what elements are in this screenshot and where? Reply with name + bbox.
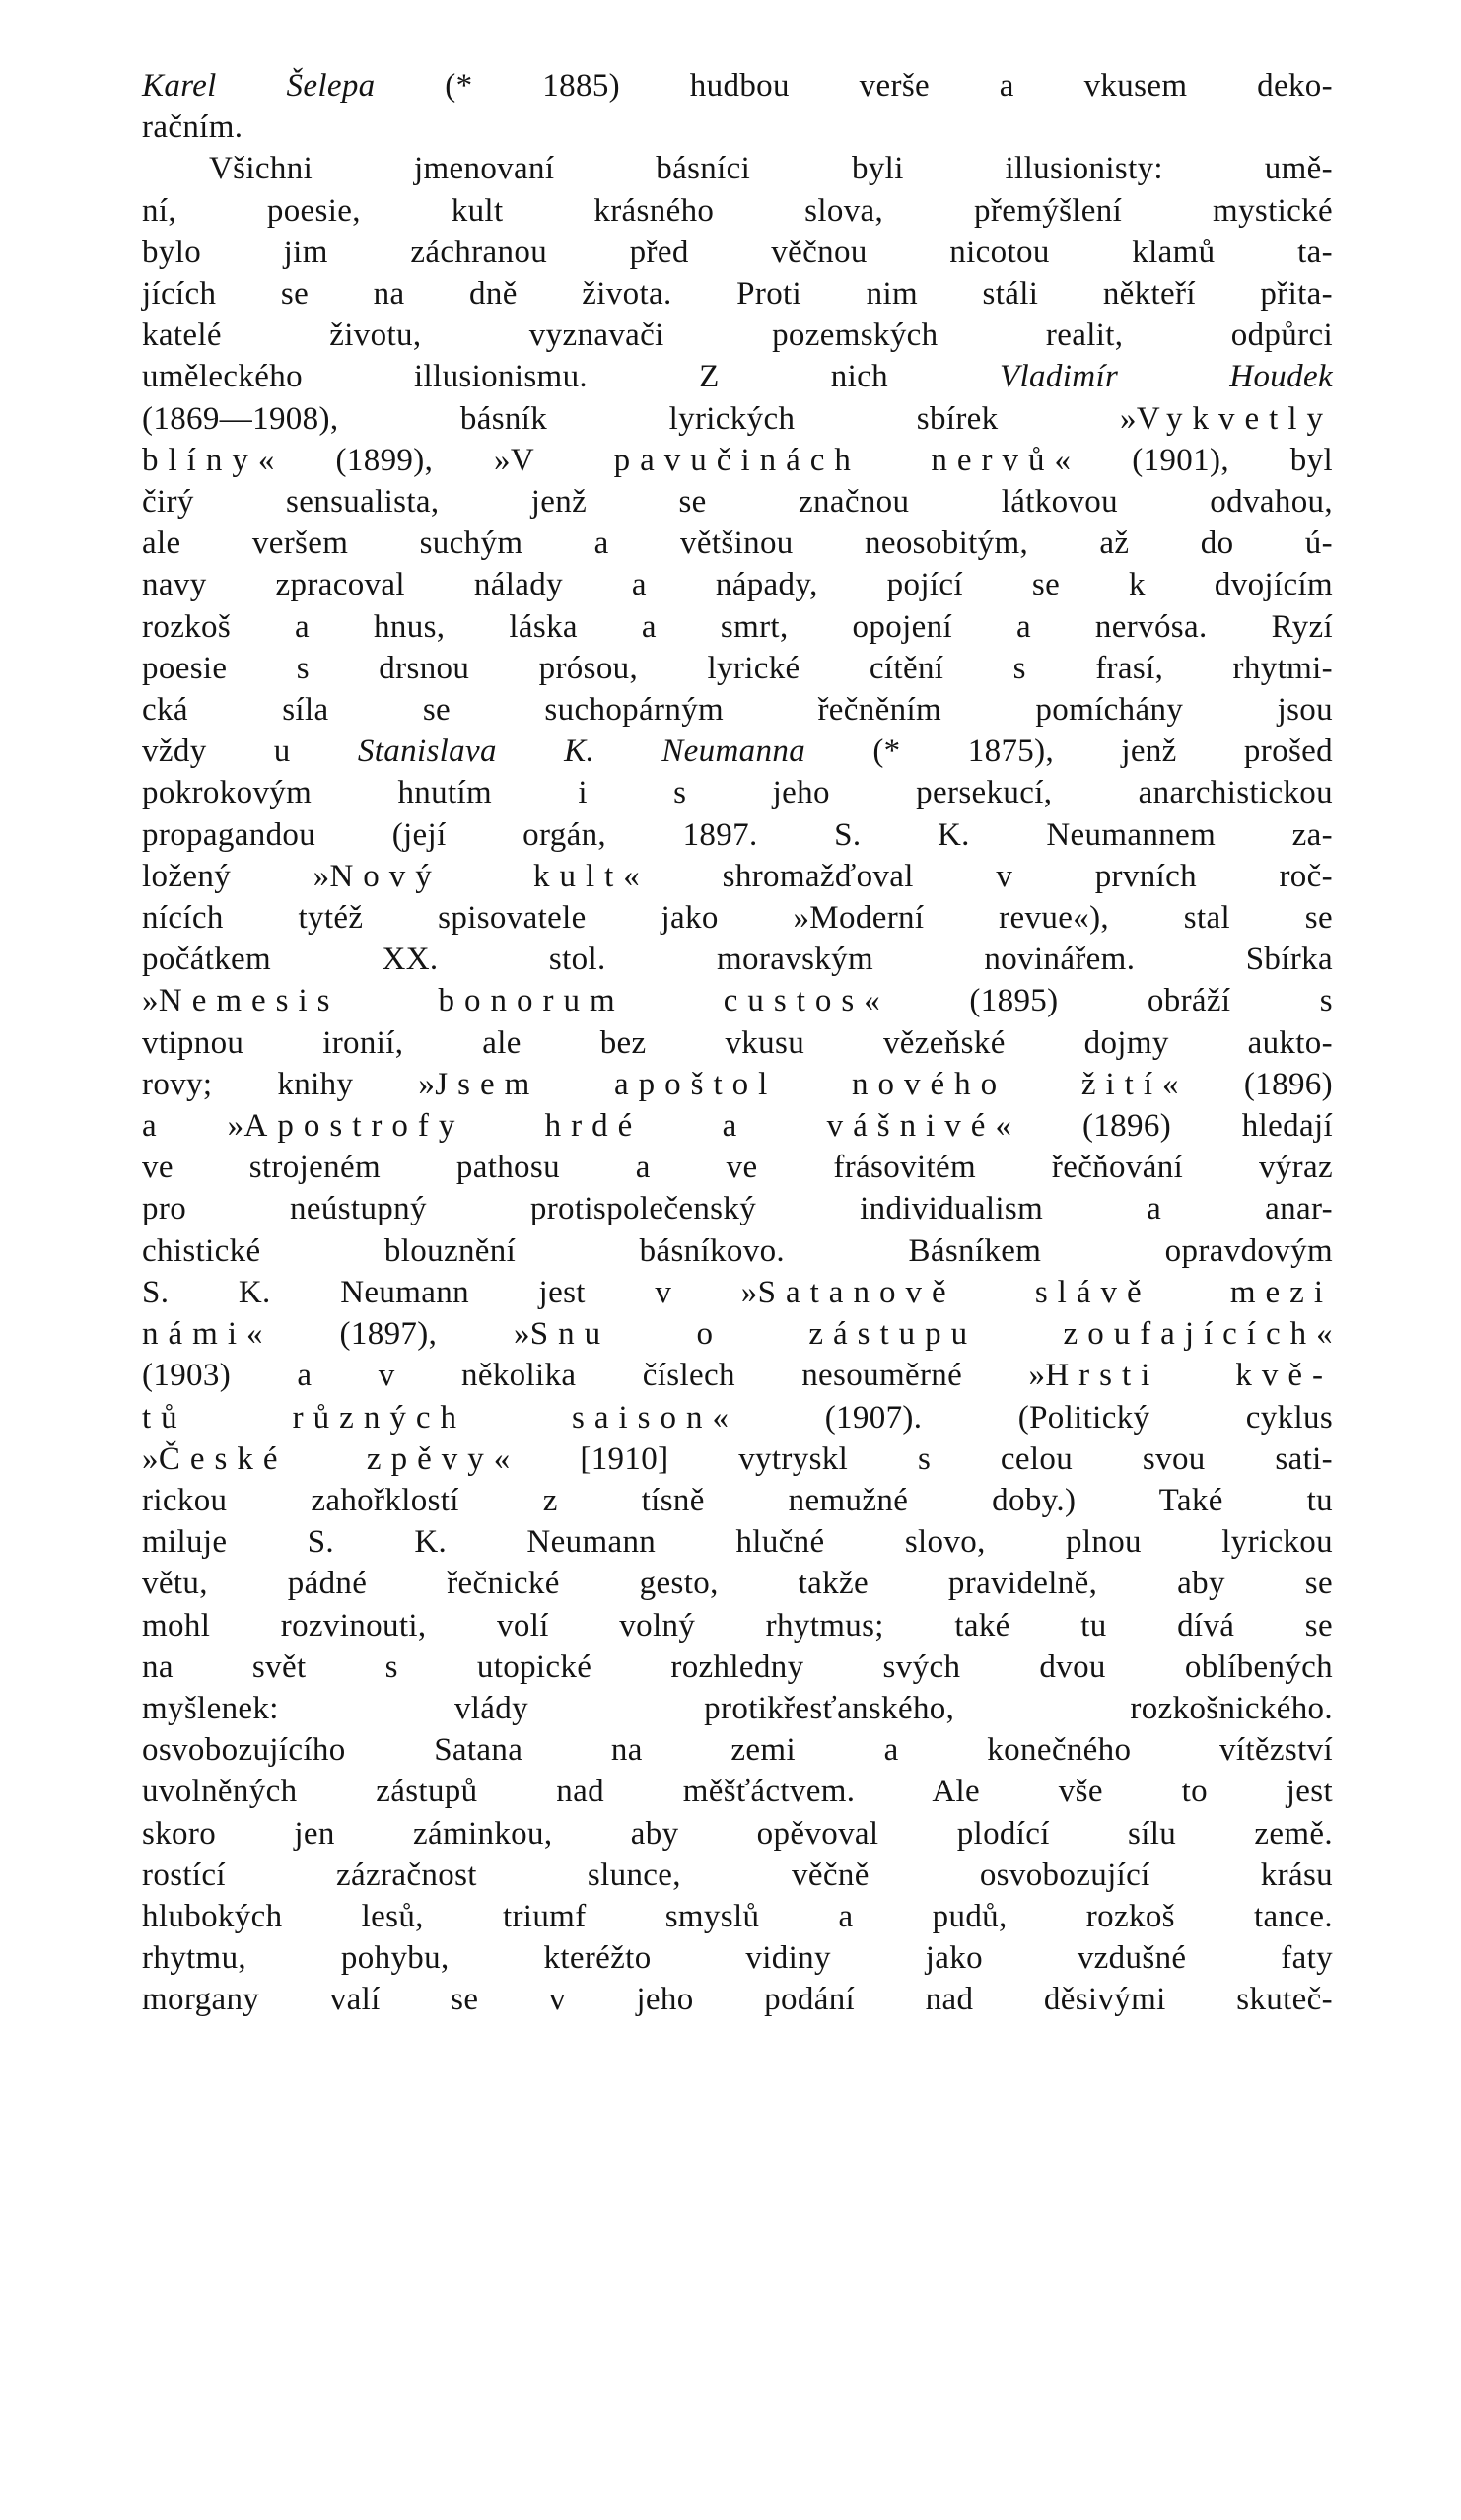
text-run: « (1895) obráží s [864,983,1333,1019]
text-line [142,1896,1333,1937]
text-line [142,440,1333,481]
text-run: na svět s utopické rozhledny svých dvou oblíbených [142,1648,1333,1685]
text-line [142,1771,1333,1812]
spaced-title: Satanově slávě mezi [757,1274,1333,1310]
spaced-title: tů různých saison [142,1399,713,1435]
spaced-title: námi [142,1316,246,1353]
spaced-title: Jsem apoštol nového žití [435,1066,1163,1102]
text-run: (* 1885) hudbou verše a vkusem deko- [375,68,1333,104]
text-line [142,481,1333,523]
text-line [142,731,1333,772]
text-line [142,648,1333,689]
text-line [142,1480,1333,1521]
text-run: poesie s drsnou prósou, lyrické cítění s frasí, rhytmi- [142,650,1333,686]
text-run: čirý sensualista, jenž se značnou látkovou odvahou, [142,484,1333,521]
spaced-title: V pavučinách nervů [510,442,1055,478]
text-line [142,1355,1333,1396]
text-run: (* 1875), jenž prošed [805,734,1333,770]
text-line [142,398,1333,440]
text-line [142,772,1333,813]
text-run: nících tytéž spisovatele jako »Moderní revue«), stal se [142,900,1333,937]
text-run: chistické blouznění básníkovo. Básníkem opravdovým [142,1232,1333,1269]
text-run: » [142,983,159,1019]
text-run: hlubokých lesů, triumf smyslů a pudů, rozkoš tance. [142,1898,1333,1934]
text-run: ložený » [142,858,330,894]
text-run: skoro jen záminkou, aby opěvoval plodící sílu země. [142,1815,1333,1852]
spaced-title: Hrsti kvě- [1045,1358,1333,1394]
text-run: « (1907). (Politický cyklus [712,1399,1334,1435]
text-line [142,980,1333,1021]
text-line [142,814,1333,856]
text-run: S. K. Neumann jest v » [142,1274,758,1310]
text-line [142,1272,1333,1313]
text-run: « (1901), byl [1054,442,1333,478]
text-line [142,190,1333,232]
text-line [142,564,1333,605]
text-run: mohl rozvinouti, volí volný rhytmus; také tu dívá se [142,1607,1333,1644]
spaced-title: blíny [142,442,258,478]
text-line [142,1646,1333,1688]
text-line [142,1605,1333,1646]
text-run: pro neústupný protispolečenský individualism a anar- [142,1191,1333,1227]
text-run: « (1896) hledají [995,1108,1333,1145]
text-run: vždy u [142,734,358,770]
text-run: račním. [142,109,244,146]
text-line [142,1855,1333,1896]
text-run: » [142,1440,159,1477]
text-run: osvobozujícího Satana na zemi a konečného vítězství [142,1732,1333,1769]
text-run: rovy; knihy » [142,1066,436,1102]
text-run: cká síla se suchopárným řečněním pomíchány jsou [142,692,1333,729]
text-line [142,1147,1333,1188]
text-run: ale veršem suchým a většinou neosobitým, až do ú- [142,525,1333,562]
text-run: počátkem XX. stol. moravským novinářem. Sbírka [142,942,1333,978]
body-text [142,65,1333,2021]
text-run: a » [142,1108,244,1145]
text-run: « (1897), » [245,1316,530,1353]
text-run: « shromažďoval v prvních roč- [623,858,1333,894]
text-line [142,232,1333,273]
spaced-title: Apostrofy hrdé a vášnivé [244,1108,996,1145]
text-run: uvolněných zástupů nad měšťáctvem. Ale vše to jest [142,1774,1333,1810]
text-line [142,1438,1333,1480]
text-run: katelé životu, vyznavači pozemských realit, odpůrci [142,317,1333,354]
text-line [142,689,1333,731]
text-line [142,1813,1333,1855]
text-line [142,523,1333,564]
text-line [142,1064,1333,1105]
text-run: ve strojeném pathosu a ve frásovitém řečňování výraz [142,1150,1333,1186]
text-run: miluje S. K. Neumann hlučné slovo, plnou lyrickou [142,1524,1333,1561]
text-line [142,1188,1333,1229]
text-run: rickou zahořklostí z tísně nemužné doby.) Také tu [142,1482,1333,1518]
text-line [142,856,1333,897]
spaced-title: Nový kult [329,858,624,894]
text-run: « [1316,1316,1333,1353]
italic-name: Karel Šelepa [142,68,376,104]
spaced-title: Nemesis bonorum custos [158,983,865,1019]
text-line [142,1022,1333,1064]
text-run: morgany valí se v jeho podání nad děsivými skuteč- [142,1982,1333,2018]
text-line [142,1729,1333,1771]
text-line [142,273,1333,315]
spaced-title: Snu o zástupu zoufajících [529,1316,1317,1353]
text-line [142,1688,1333,1729]
text-line [142,1979,1333,2020]
text-line [142,1313,1333,1355]
text-run: propagandou (její orgán, 1897. S. K. Neumannem za- [142,816,1333,853]
text-run: navy zpracoval nálady a nápady, pojící se k dvojícím [142,567,1333,603]
text-run: rozkoš a hnus, láska a smrt, opojení a nervósa. Ryzí [142,608,1333,645]
text-line [142,939,1333,980]
text-run: bylo jim záchranou před věčnou nicotou klamů ta- [142,234,1333,270]
text-run: « [1910] vytryskl s celou svou sati- [493,1440,1333,1477]
text-line [142,65,1333,106]
text-line [142,1230,1333,1272]
text-line [142,148,1333,189]
text-run: vtipnou ironií, ale bez vkusu vězeňské dojmy aukto- [142,1024,1333,1061]
text-line [142,1521,1333,1563]
text-line [142,1105,1333,1147]
text-line [142,356,1333,397]
italic-name: Vladimír Houdek [1000,359,1333,395]
text-run: « (1899), » [257,442,511,478]
text-run: jících se na dně života. Proti nim stáli někteří přita- [142,276,1333,313]
text-line [142,315,1333,356]
text-run: Všichni jmenovaní básníci byli illusionisty: umě- [209,151,1333,187]
text-line [142,897,1333,939]
text-run: « (1896) [1162,1066,1333,1102]
document-page [142,65,1333,2021]
text-line [142,606,1333,648]
text-run: rostící zázračnost slunce, věčně osvobozující krásu [142,1856,1333,1893]
text-line [142,1563,1333,1604]
text-run: (1869—1908), básník lyrických sbírek » [142,400,1137,437]
text-line [142,106,1333,148]
text-run: uměleckého illusionismu. Z nich [142,359,1001,395]
text-run: rhytmu, pohybu, kteréžto vidiny jako vzdušné faty [142,1940,1333,1977]
text-line [142,1397,1333,1438]
text-run: (1903) a v několika číslech nesouměrné » [142,1358,1046,1394]
text-line [142,1937,1333,1979]
text-run: pokrokovým hnutím i s jeho persekucí, anarchistickou [142,775,1333,811]
italic-name: Stanislava K. Neumanna [357,734,806,770]
spaced-title: Vykvetly [1136,400,1333,437]
text-run: větu, pádné řečnické gesto, takže pravidelně, aby se [142,1566,1333,1602]
text-run: myšlenek: vlády protikřesťanského, rozkošnického. [142,1690,1333,1726]
text-run: ní, poesie, kult krásného slova, přemýšlení mystické [142,192,1333,229]
spaced-title: České zpěvy [158,1440,494,1477]
